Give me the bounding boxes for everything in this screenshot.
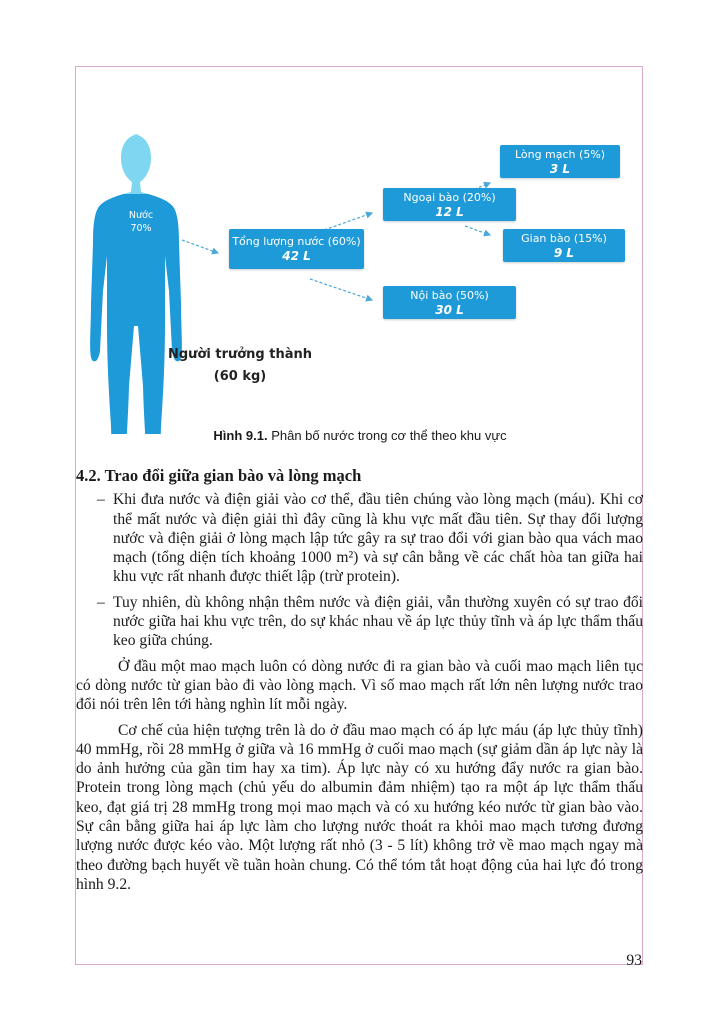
bullet-text: Khi đưa nước và điện giải vào cơ thể, đầu tiên chúng vào lòng mạch (máu). Khi cơ thể mất nước và điện giải thì đây cũng là khu vực mất đầu tiên. Sự thay đổi lượng nước và điện giải ở lòng mạch lập tức gây ra sự trao đổi với gian bào qua vách mao mạch (tổng diện tích khoảng 1000 m²) và sự cân bằng về các chất hòa tan giữa hai khu vực rất nhanh được thiết lập (trừ protein). [113, 491, 643, 586]
caption-number: Hình 9.1. [213, 428, 268, 443]
box-value: 9 L [553, 245, 575, 260]
box-intravascular [500, 145, 620, 178]
box-value: 42 L [282, 249, 311, 263]
box-interstitial [503, 229, 625, 262]
bullet-dash: – [97, 491, 105, 509]
box-label: Tổng lượng nước (60%) [232, 235, 361, 248]
box-extracellular [383, 188, 516, 221]
water-percent: 70% [130, 223, 152, 234]
box-label: Ngoại bào (20%) [403, 190, 496, 204]
paragraph: Cơ chế của hiện tượng trên là do ở đầu mao mạch có áp lực máu (áp lực thủy tĩnh) 40 mmHg, rồi 28 mmHg ở giữa và 16 mmHg ở cuối mao mạch (sự giảm dần áp lực này là do ảnh hưởng của gần tim hay xa tim). Áp lực này có xu hướng đẩy nước ra gian bào. Protein trong lòng mạch (chủ yếu do albumin đảm nhiệm) tạo ra một áp lực thẩm thấu keo, đạt giá trị 28 mmHg trong mọi mao mạch và có xu hướng kéo nước từ gian bào vào. Sự cân bằng giữa hai áp lực làm cho lượng nước thoát ra khỏi mao mạch tương đương lượng nước được kéo vào. Một lượng rất nhỏ (3 - 5 lít) không trở về mao mạch ngay mà theo đường bạch huyết về tuần hoàn chung. Có thể tóm tắt hoạt động của hai lực đó trong hình 9.2. [76, 721, 643, 893]
paragraph: Ở đầu một mao mạch luôn có dòng nước đi ra gian bào và cuối mao mạch liên tục có dòng nước từ gian bào đi vào lòng mạch. Vì số mao mạch rất lớn nên lượng nước trao đổi nói trên lên tới hàng nghìn lít mỗi ngày. [76, 657, 643, 714]
box-value: 30 L [435, 302, 464, 317]
body-water-label [118, 209, 164, 235]
person-weight: (60 kg) [213, 369, 267, 384]
box-label: Nội bào (50%) [410, 288, 489, 302]
section-body [76, 466, 643, 900]
box-label: Lòng mạch (5%) [514, 147, 606, 161]
bullet-text: Tuy nhiên, dù không nhận thêm nước và điện giải, vẫn thường xuyên có sự trao đổi nước giữa hai khu vực trên, do sự khác nhau về áp lực thủy tĩnh và áp lực thẩm thấu keo giữa chúng. [113, 593, 643, 650]
person-description: Người trưởng thành [168, 347, 313, 362]
box-intracellular [383, 286, 516, 319]
section-heading: 4.2. Trao đổi giữa gian bào và lòng mạch [76, 466, 362, 485]
box-total-water [229, 229, 364, 269]
bullet-dash: – [97, 593, 105, 611]
caption-text: Phân bố nước trong cơ thể theo khu vực [267, 428, 507, 443]
bullet-item [76, 593, 643, 651]
page-number: 93 [626, 952, 642, 969]
figure-9-1 [0, 0, 720, 460]
head-region [80, 120, 210, 194]
arrow-extracellular-interstitial [465, 226, 490, 235]
figure-caption [0, 428, 720, 443]
water-label: Nước [128, 210, 154, 221]
bullet-item [76, 490, 643, 586]
arrow-total-intracellular [310, 279, 372, 300]
box-value: 12 L [435, 204, 464, 219]
box-value: 3 L [549, 161, 571, 176]
box-label: Gian bào (15%) [521, 231, 607, 245]
arrow-body-total [182, 240, 218, 253]
person-label [168, 344, 312, 388]
